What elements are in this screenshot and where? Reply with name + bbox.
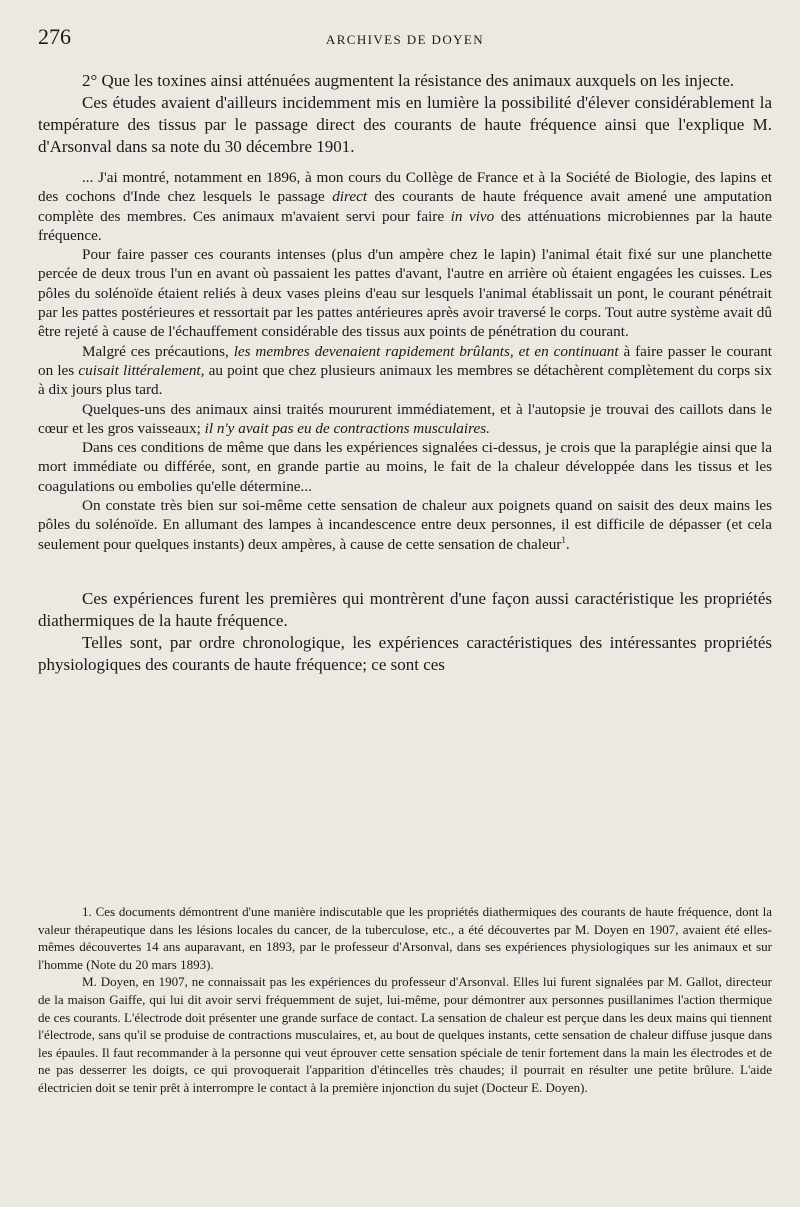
quoted-note (38, 168, 772, 554)
footnote-ref: 1 (561, 534, 566, 545)
closing-text (38, 588, 772, 676)
page-number: 276 (38, 24, 71, 49)
quote-paragraph: Pour faire passer ces courants intenses (plus d'un ampère chez le lapin) l'animal était fixé sur une planchette percée de deux trous l'un en avant où passaient les pattes d'avant, l'autre en arrière où étaient engagées les cuisses. Les pôles du solénoïde étaient reliés à deux vases pleins d'eau sur lesquels l'animal établissait un pont, le courant pénétrait par les pattes postérieures et ressortait par les pattes antérieures après avoir traversé le corps. Tout autre système avait dû être rejeté à cause de l'échauffement considérable des tissus aux points de pénétration du courant. (38, 246, 772, 341)
footnotes (38, 903, 772, 1097)
paragraph: 2° Que les toxines ainsi atténuées augmentent la résistance des animaux auxquels on les injecte. (82, 71, 735, 90)
quote-paragraph: ... J'ai montré, notamment en 1896, à mon cours du Collège de France et à la Société de Biologie, des lapins et des cochons d'Inde chez lesquels le passage direct des courants de haute fréquence avait amené une amputation complète des membres. Ces animaux m'avaient servi pour faire in vivo des atténuations microbiennes par la haute fréquence. (38, 169, 773, 244)
footnote: M. Doyen, en 1907, ne connaissait pas les expériences du professeur d'Arsonval. Elles lui furent signalées par M. Gallot, directeur de la maison Gaiffe, qui lui dit avoir servi fréquemment de sujet, lui-même, pour démontrer aux personnes pusillanimes l'action thermique de ces courants. L'électrode doit présenter une grande surface de contact. La sensation de chaleur est perçue dans les deux mains qui tiennent l'électrode, sans qu'il se produise de contractions musculaires, et, au bout de quelques instants, cette sensation de chaleur diffuse jusque dans les épaules. Il faut recommander à la personne qui veut éprouver cette sensation spéciale de tenir fortement dans la main les électrodes et de ne pas desserrer les doigts, ce qui provoquerait l'apparition d'étincelles très chaudes; il pourrait en résulter une petite brûlure. L'aide électricien doit se tenir prêt à interrompre le contact à la première injonction du sujet (Docteur E. Doyen). (38, 974, 772, 1095)
quote-paragraph: Malgré ces précautions, les membres devenaient rapidement brûlants, et en continuant à faire passer le courant on les cuisait littéralement, au point que chez plusieurs animaux les membres se détachèrent complètement du corps six à dix jours plus tard. (38, 342, 773, 399)
paragraph: Ces études avaient d'ailleurs incidemment mis en lumière la possibilité d'élever considérablement la température des tissus par le passage direct des courants de haute fréquence ainsi que l'explique M. d'Arsonval dans sa note du 30 décembre 1901. (38, 93, 772, 156)
footnote: 1. Ces documents démontrent d'une manière indiscutable que les propriétés diathermiques des courants de haute fréquence, dont la valeur thérapeutique dans les lésions locales du cancer, de la tuberculose, etc., a été découvertes par M. Doyen en 1907, avaient été elles-mêmes découvertes 14 ans auparavant, en 1893, par le professeur d'Arsonval, dans ses expériences physiologiques sur les animaux et sur l'homme (Note du 20 mars 1893). (38, 904, 772, 972)
quote-paragraph: Dans ces conditions de même que dans les expériences signalées ci-dessus, je crois que la paraplégie ainsi que la mort immédiate ou différée, sont, en grande partie au moins, le fait de la chaleur développée dans les tissus et les coagulations ou embolies qu'elle détermine... (38, 439, 772, 495)
paragraph: Telles sont, par ordre chronologique, les expériences caractéristiques des intéressantes propriétés physiologiques des courants de haute fréquence; ce sont ces (38, 632, 772, 674)
quote-paragraph: Quelques-uns des animaux ainsi traités moururent immédiatement, et à l'autopsie je trouvai des caillots dans le cœur et les gros vaisseaux; il n'y avait pas eu de contractions musculaires. (38, 400, 772, 437)
paragraph: Ces expériences furent les premières qui montrèrent d'une façon aussi caractéristique les propriétés diathermiques de la haute fréquence. (38, 588, 772, 630)
intro-text (38, 70, 772, 158)
running-head: ARCHIVES DE DOYEN (325, 32, 485, 47)
page-header (38, 24, 772, 54)
body-text (38, 70, 772, 676)
quote-paragraph: On constate très bien sur soi-même cette sensation de chaleur aux poignets quand on saisit des deux mains les pôles du solénoïde. En allumant des lampes à incandescence entre deux personnes, il est difficile de dépasser (et cela seulement pour quelques instants) deux ampères, à cause de cette sensation de chaleur$^1$. (38, 497, 772, 553)
